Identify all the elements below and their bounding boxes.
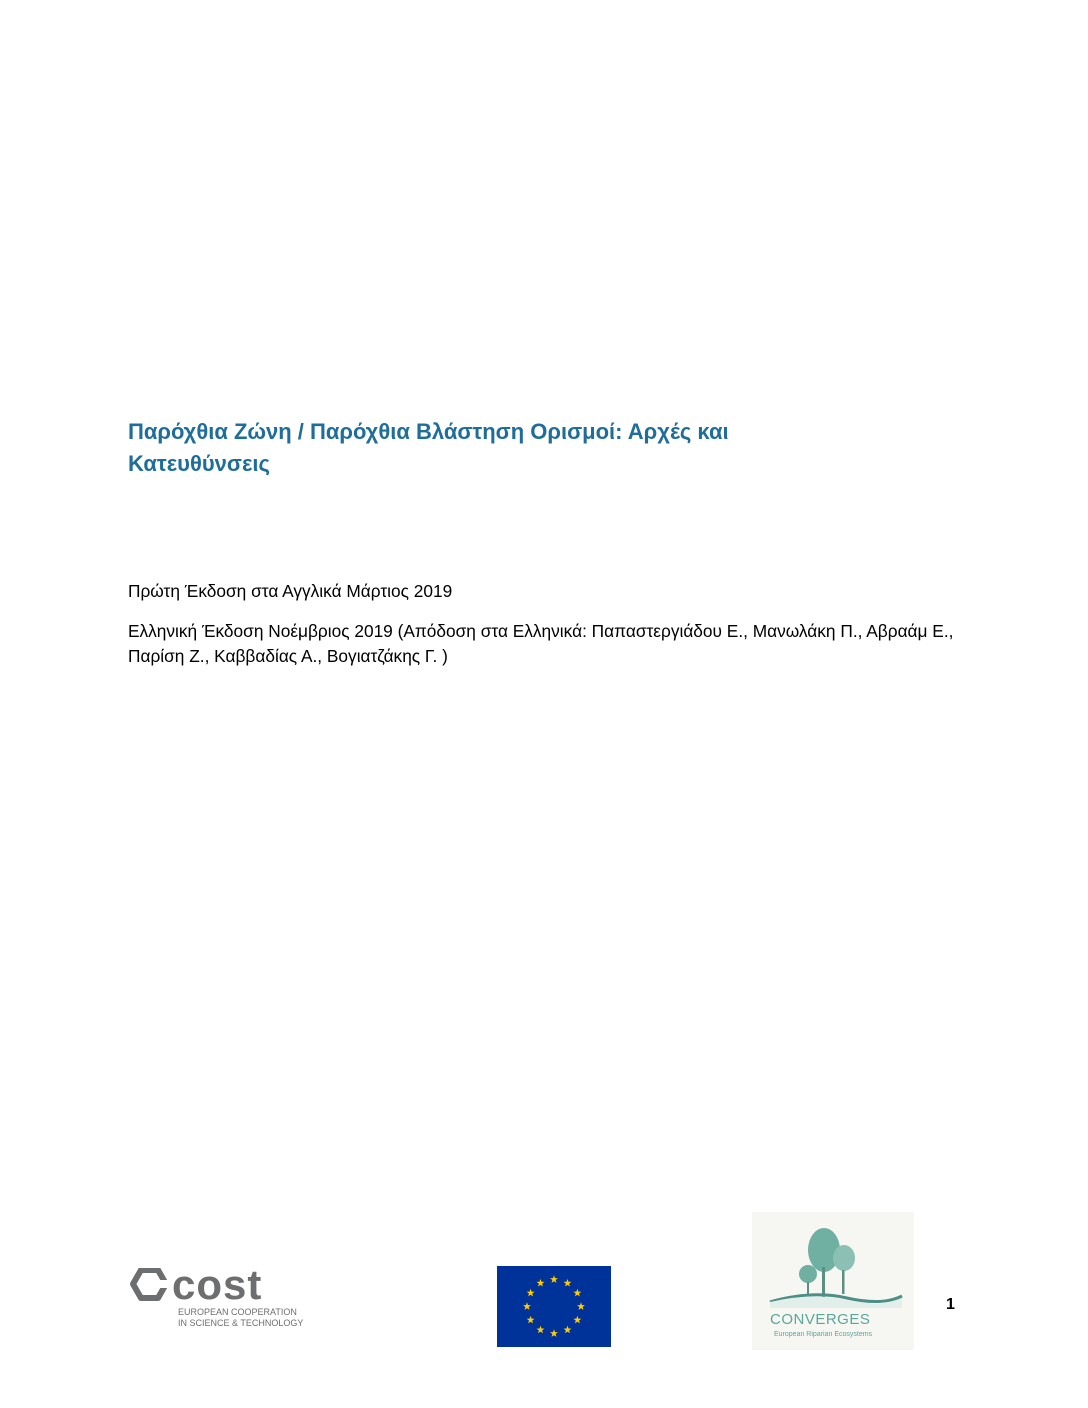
eu-flag-logo xyxy=(497,1266,611,1347)
cost-logo xyxy=(128,1268,308,1332)
cost-logo-graphic xyxy=(128,1268,308,1332)
greek-edition-note: Ελληνική Έκδοση Νοέμβριος 2019 (Απόδοση στα Ελληνικά: Παπαστεργιάδου Ε., Μανωλάκη Π., Αβραάμ Ε., Παρίση Ζ., Καββαδίας Α., Βογιατζάκης Γ. ) xyxy=(128,621,954,666)
cost-tagline-1: EUROPEAN COOPERATION xyxy=(178,1307,297,1317)
converges-name: CONVERGES xyxy=(770,1311,871,1328)
converges-logo-graphic xyxy=(752,1212,914,1350)
english-edition-note: Πρώτη Έκδοση στα Αγγλικά Μάρτιος 2019 xyxy=(128,581,453,601)
converges-logo xyxy=(752,1212,914,1350)
cost-wordmark: cost xyxy=(172,1268,263,1308)
eu-flag-graphic xyxy=(497,1266,611,1347)
cost-tagline-2: IN SCIENCE & TECHNOLOGY xyxy=(178,1318,304,1328)
page-number: 1 xyxy=(946,1296,955,1313)
converges-tagline: European Riparian Ecosystems xyxy=(774,1331,873,1338)
document-title: Παρόχθια Ζώνη / Παρόχθια Βλάστηση Ορισμοί: Αρχές και Κατευθύνσεις xyxy=(128,419,729,476)
